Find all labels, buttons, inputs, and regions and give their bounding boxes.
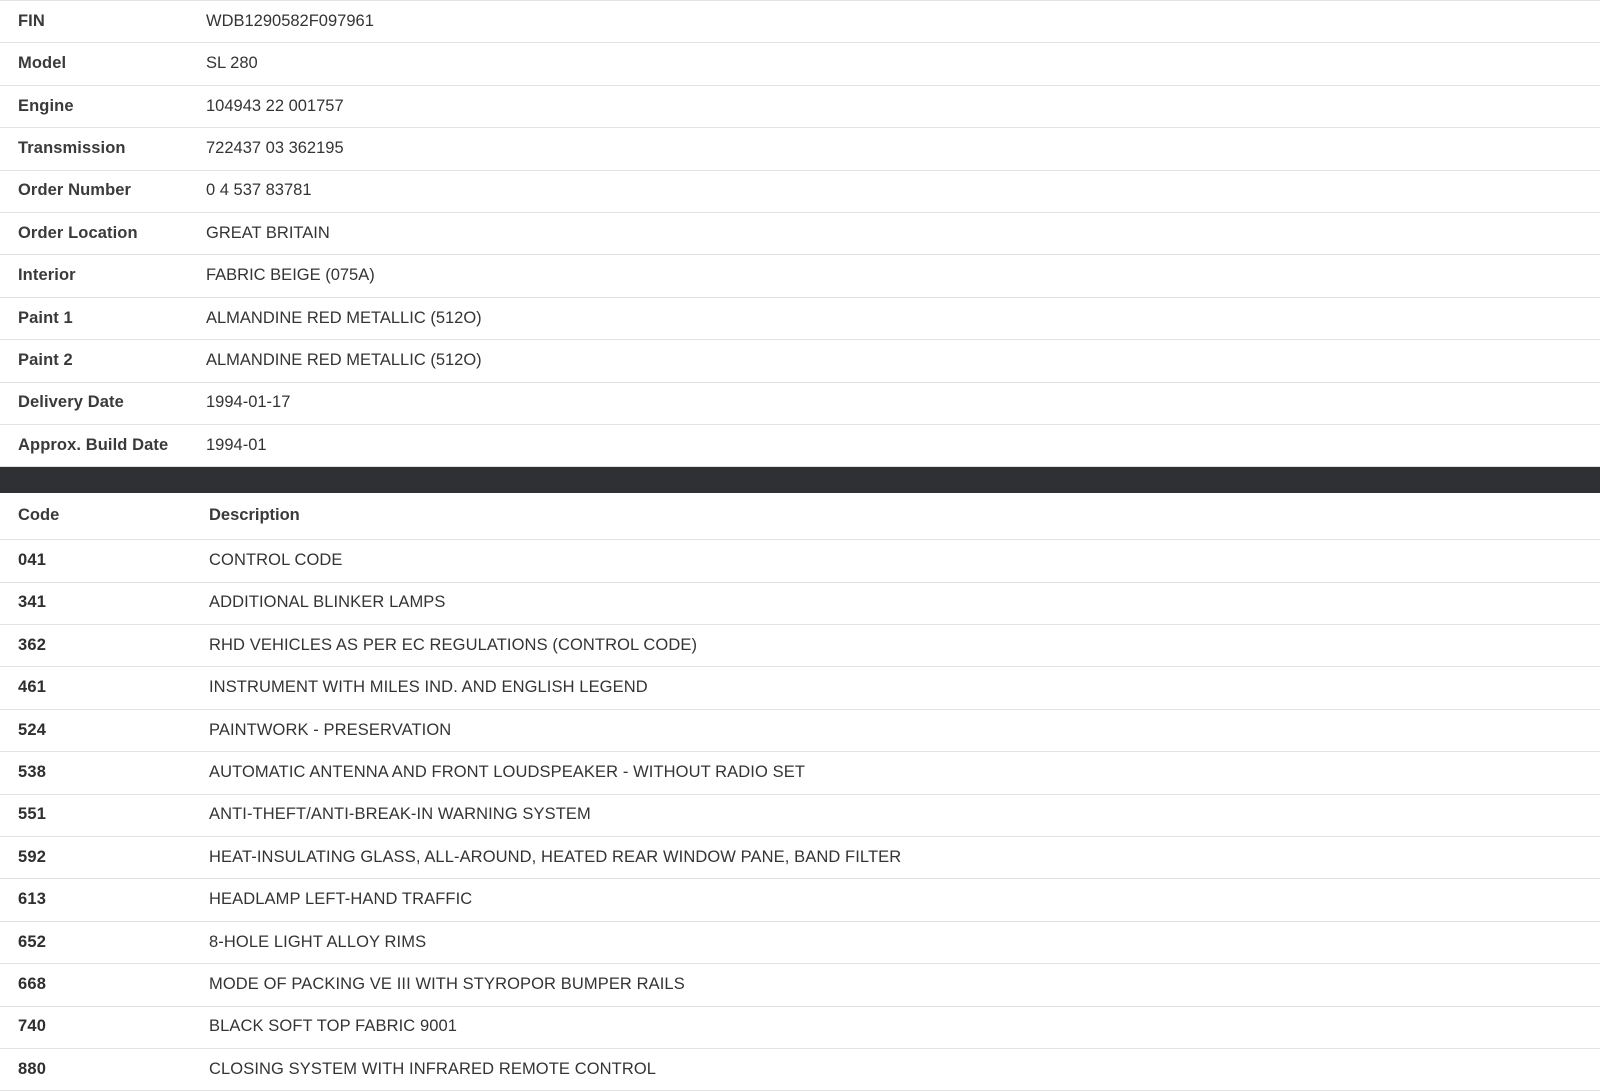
code-cell: 362 (0, 625, 114, 667)
table-row (0, 794, 1600, 836)
spec-value: WDB1290582F097961 (203, 1, 1600, 43)
table-row (0, 297, 1600, 339)
code-cell: 652 (0, 921, 114, 963)
description-cell: MODE OF PACKING VE III WITH STYROPOR BUMPER RAILS (114, 964, 1600, 1006)
spec-value: GREAT BRITAIN (203, 212, 1600, 254)
column-header-code: Code (0, 493, 114, 540)
table-row (0, 424, 1600, 466)
table-row (0, 879, 1600, 921)
spec-value: 1994-01 (203, 424, 1600, 466)
description-cell: INSTRUMENT WITH MILES IND. AND ENGLISH LEGEND (114, 667, 1600, 709)
table-row (0, 170, 1600, 212)
option-codes-table (0, 493, 1600, 1091)
table-row (0, 582, 1600, 624)
column-header-description: Description (114, 493, 1600, 540)
spec-value: SL 280 (203, 43, 1600, 85)
spec-value: 1994-01-17 (203, 382, 1600, 424)
vehicle-spec-body (0, 1, 1600, 467)
code-cell: 880 (0, 1048, 114, 1090)
section-divider-band (0, 467, 1600, 493)
description-cell: BLACK SOFT TOP FABRIC 9001 (114, 1006, 1600, 1048)
table-row (0, 128, 1600, 170)
spec-value: ALMANDINE RED METALLIC (512O) (203, 340, 1600, 382)
spec-label: Interior (0, 255, 203, 297)
code-cell: 551 (0, 794, 114, 836)
spec-label: Model (0, 43, 203, 85)
description-cell: CLOSING SYSTEM WITH INFRARED REMOTE CONTROL (114, 1048, 1600, 1090)
vehicle-spec-table (0, 0, 1600, 467)
code-cell: 740 (0, 1006, 114, 1048)
description-cell: AUTOMATIC ANTENNA AND FRONT LOUDSPEAKER - WITHOUT RADIO SET (114, 752, 1600, 794)
description-cell: ANTI-THEFT/ANTI-BREAK-IN WARNING SYSTEM (114, 794, 1600, 836)
code-cell: 538 (0, 752, 114, 794)
table-row (0, 43, 1600, 85)
description-cell: PAINTWORK - PRESERVATION (114, 709, 1600, 751)
spec-label: Transmission (0, 128, 203, 170)
table-row (0, 382, 1600, 424)
option-codes-body (0, 540, 1600, 1091)
option-codes-header (0, 493, 1600, 540)
table-row (0, 837, 1600, 879)
code-cell: 668 (0, 964, 114, 1006)
spec-value: ALMANDINE RED METALLIC (512O) (203, 297, 1600, 339)
table-row (0, 1006, 1600, 1048)
table-row (0, 921, 1600, 963)
spec-value: 104943 22 001757 (203, 85, 1600, 127)
code-cell: 461 (0, 667, 114, 709)
table-row (0, 85, 1600, 127)
code-cell: 613 (0, 879, 114, 921)
spec-label: Paint 2 (0, 340, 203, 382)
table-row (0, 540, 1600, 582)
spec-label: Engine (0, 85, 203, 127)
table-row (0, 667, 1600, 709)
table-row (0, 212, 1600, 254)
spec-label: Paint 1 (0, 297, 203, 339)
spec-value: 722437 03 362195 (203, 128, 1600, 170)
table-header-row (0, 493, 1600, 540)
code-cell: 341 (0, 582, 114, 624)
table-row (0, 1, 1600, 43)
description-cell: HEAT-INSULATING GLASS, ALL-AROUND, HEATED REAR WINDOW PANE, BAND FILTER (114, 837, 1600, 879)
spec-label: Delivery Date (0, 382, 203, 424)
table-row (0, 1048, 1600, 1090)
table-row (0, 625, 1600, 667)
table-row (0, 255, 1600, 297)
code-cell: 041 (0, 540, 114, 582)
description-cell: HEADLAMP LEFT-HAND TRAFFIC (114, 879, 1600, 921)
description-cell: ADDITIONAL BLINKER LAMPS (114, 582, 1600, 624)
description-cell: CONTROL CODE (114, 540, 1600, 582)
table-row (0, 340, 1600, 382)
table-row (0, 964, 1600, 1006)
code-cell: 592 (0, 837, 114, 879)
spec-label: Order Number (0, 170, 203, 212)
spec-label: FIN (0, 1, 203, 43)
spec-label: Approx. Build Date (0, 424, 203, 466)
spec-label: Order Location (0, 212, 203, 254)
spec-value: 0 4 537 83781 (203, 170, 1600, 212)
code-cell: 524 (0, 709, 114, 751)
description-cell: RHD VEHICLES AS PER EC REGULATIONS (CONTROL CODE) (114, 625, 1600, 667)
description-cell: 8-HOLE LIGHT ALLOY RIMS (114, 921, 1600, 963)
table-row (0, 709, 1600, 751)
spec-value: FABRIC BEIGE (075A) (203, 255, 1600, 297)
table-row (0, 752, 1600, 794)
